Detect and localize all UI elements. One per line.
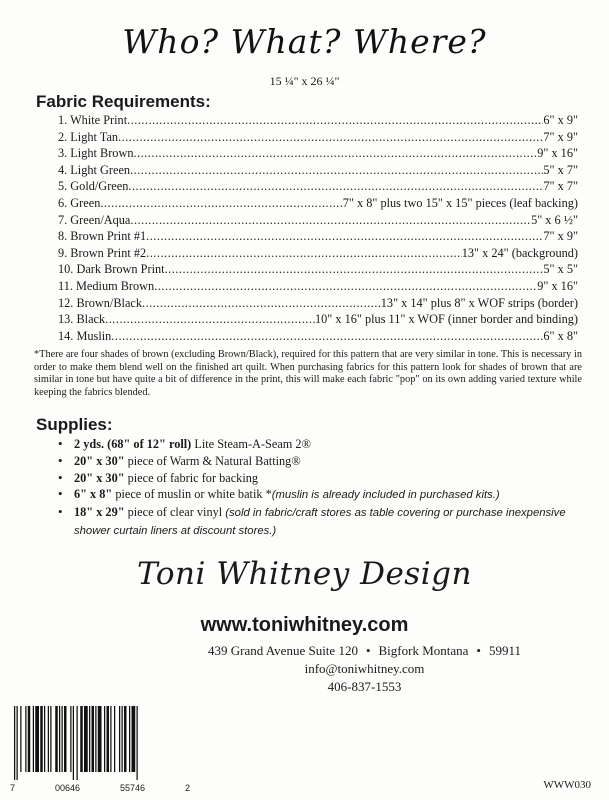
- supply-quantity: 2 yds. (68" of 12" roll): [74, 437, 192, 451]
- dot-leader: [111, 328, 543, 345]
- supply-item: [58, 470, 588, 487]
- separator-bullet: •: [365, 643, 371, 658]
- bullet-icon: •: [58, 469, 63, 485]
- barcode-bar: [33, 706, 34, 772]
- fabric-item: [58, 195, 578, 212]
- city-state: Bigfork Montana: [378, 643, 469, 658]
- fabric-item: [58, 129, 578, 146]
- supply-description: piece of Warm & Natural Batting®: [124, 453, 301, 468]
- barcode-digit-group: 7: [10, 783, 16, 793]
- fabric-requirements-heading: Fabric Requirements:: [36, 92, 211, 111]
- fabric-name: 4. Light Green: [58, 162, 131, 177]
- fabric-size: 7" x 9": [543, 229, 578, 244]
- supply-quantity: 20" x 30": [74, 453, 125, 468]
- fabric-item: [58, 112, 578, 129]
- barcode-bar: [14, 706, 15, 780]
- product-code: WWW030: [543, 779, 591, 791]
- barcode-bar: [95, 706, 96, 772]
- fabric-size: 13" x 14" plus 8" x WOF strips (border): [380, 295, 578, 310]
- barcode-bar: [84, 706, 88, 772]
- dot-leader: [154, 278, 537, 295]
- fabric-size: 5" x 6 ½": [531, 212, 578, 227]
- fabric-name: 11. Medium Brown: [58, 278, 155, 293]
- supplies-list: [58, 436, 588, 540]
- fabric-name: 3. Light Brown: [58, 146, 134, 161]
- barcode-bar: [62, 706, 63, 772]
- barcode-bar: [77, 706, 78, 780]
- barcode-bar: [107, 706, 110, 772]
- barcode-bar: [89, 706, 90, 772]
- supply-description: piece of muslin or white batik *: [112, 487, 272, 502]
- fabric-size: 7" x 8" plus two 15" x 15" pieces (leaf backing): [342, 195, 578, 210]
- barcode-digit-group: 2: [184, 783, 190, 793]
- website-link[interactable]: www.toniwhitney.com: [200, 614, 409, 636]
- barcode-bar: [20, 706, 21, 772]
- barcode-bar: [92, 706, 95, 772]
- barcode-bar: [40, 706, 43, 772]
- fabric-size: 13" x 24" (background): [461, 245, 578, 260]
- fabric-size: 6" x 9": [543, 113, 578, 127]
- supply-quantity: 6" x 8": [74, 487, 113, 502]
- fabric-item: [58, 145, 578, 162]
- barcode-bar: [129, 706, 130, 772]
- supply-quantity: 18" x 29": [74, 505, 125, 520]
- fabric-name: 5. Gold/Green: [58, 179, 129, 194]
- barcode-digit-group: 00646: [54, 783, 81, 793]
- supply-description: piece of clear vinyl: [124, 505, 226, 520]
- bullet-icon: •: [58, 486, 63, 502]
- dot-leader: [146, 245, 462, 262]
- barcode-bar: [73, 706, 74, 780]
- barcode-bar: [28, 706, 31, 772]
- barcode-bar: [25, 706, 26, 772]
- barcode-bar: [17, 706, 18, 780]
- barcode-digit-group: 55746: [119, 783, 146, 793]
- brand-name: Toni Whitney Design: [137, 556, 472, 592]
- supply-item: [58, 504, 588, 540]
- barcode-bar: [98, 706, 102, 772]
- supply-note: (muslin is already included in purchased kits.): [271, 489, 500, 502]
- fabric-name: 10. Dark Brown Print: [58, 262, 165, 277]
- dot-leader: [142, 295, 381, 312]
- phone-number: 406-837-1553: [327, 679, 402, 694]
- finished-size: 15 ¼" x 26 ¼": [269, 74, 340, 88]
- barcode-bar: [124, 706, 127, 772]
- barcode-bar: [44, 706, 45, 772]
- barcode-bar: [132, 706, 136, 772]
- fabric-name: 2. Light Tan: [58, 129, 119, 144]
- fabric-size: 6" x 8": [543, 328, 578, 343]
- barcode-bar: [64, 706, 67, 772]
- supply-quantity: 20" x 30": [74, 470, 125, 485]
- fabric-name: 9. Brown Print #2: [58, 245, 147, 260]
- supply-item: [58, 486, 588, 504]
- fabric-name: 7. Green/Aqua: [58, 212, 131, 227]
- fabric-size: 10" x 16" plus 11" x WOF (inner border and binding): [314, 312, 578, 327]
- fabric-name: 6. Green: [58, 195, 101, 210]
- fabric-item: [58, 295, 578, 312]
- email-link[interactable]: info@toniwhitney.com: [304, 661, 425, 676]
- supply-note: (sold in fabric/craft stores as table covering or purchase inexpensive shower curtain liners at discount stores.): [74, 507, 566, 537]
- zip-code: 59911: [488, 643, 522, 658]
- brown-shades-note: *There are four shades of brown (excluding Brown/Black), required for this pattern that are very similar in tone. This is necessary in order to make them blend well on the finished art quilt. When purchasing fabrics for this pattern look for shades of brown that are similar in tone but have quite a bit of difference in the print, this will make each fabric "pop" on its own adding varied texture while keeping the fabrics blended.: [34, 349, 582, 398]
- dot-leader: [134, 145, 538, 162]
- fabric-item: [58, 228, 578, 245]
- supply-description: piece of fabric for backing: [124, 470, 259, 485]
- dot-leader: [128, 178, 543, 195]
- barcode-bar: [35, 706, 39, 772]
- fabric-list: [58, 112, 578, 344]
- barcode-bar: [80, 706, 83, 772]
- fabric-size: 5" x 5": [543, 262, 578, 277]
- barcode-bar: [122, 706, 123, 772]
- fabric-item: [58, 261, 578, 278]
- separator-bullet: •: [476, 643, 481, 658]
- barcode-bar: [114, 706, 115, 772]
- dot-leader: [165, 261, 544, 278]
- fabric-size: 7" x 9": [543, 129, 578, 144]
- supply-item: [58, 453, 588, 470]
- dot-leader: [118, 129, 543, 146]
- barcode-bar: [50, 706, 51, 772]
- barcode-bar: [59, 706, 60, 772]
- fabric-size: 5" x 7": [543, 162, 578, 177]
- barcode-bar: [55, 706, 58, 772]
- barcode-bar: [104, 706, 105, 772]
- bullet-icon: •: [58, 504, 63, 520]
- fabric-item: [58, 212, 578, 229]
- barcode-bar: [70, 706, 71, 772]
- pattern-title: Who? What? Where?: [122, 22, 487, 61]
- supplies-heading: Supplies:: [36, 415, 113, 434]
- fabric-item: [58, 162, 578, 179]
- fabric-name: 14. Muslin: [58, 328, 112, 343]
- fabric-name: 13. Black: [58, 312, 106, 327]
- fabric-size: 7" x 7": [543, 179, 578, 194]
- fabric-name: 1. White Print: [58, 113, 128, 127]
- fabric-item: [58, 311, 578, 328]
- supply-item: [58, 436, 588, 453]
- mailing-address: [120, 643, 609, 659]
- street-address: 439 Grand Avenue Suite 120: [207, 643, 358, 658]
- barcode-bar: [110, 706, 111, 772]
- bullet-icon: •: [58, 452, 63, 468]
- barcode-digits: [10, 783, 190, 793]
- dot-leader: [105, 311, 315, 328]
- fabric-name: 12. Brown/Black: [58, 295, 143, 310]
- barcode-bar: [137, 706, 138, 780]
- supply-description: Lite Steam-A-Seam 2®: [191, 437, 311, 451]
- dot-leader: [127, 112, 543, 129]
- bullet-icon: •: [58, 436, 63, 451]
- fabric-item: [58, 278, 578, 295]
- dot-leader: [100, 195, 342, 212]
- fabric-item: [58, 328, 578, 345]
- fabric-size: 9" x 16": [537, 146, 578, 161]
- dot-leader: [130, 212, 531, 229]
- fabric-item: [58, 245, 578, 262]
- barcode-bar: [119, 706, 120, 772]
- dot-leader: [130, 162, 543, 179]
- barcode-bar: [48, 706, 49, 772]
- dot-leader: [146, 228, 543, 245]
- fabric-size: 9" x 16": [537, 278, 578, 293]
- fabric-item: [58, 178, 578, 195]
- fabric-name: 8. Brown Print #1: [58, 229, 147, 244]
